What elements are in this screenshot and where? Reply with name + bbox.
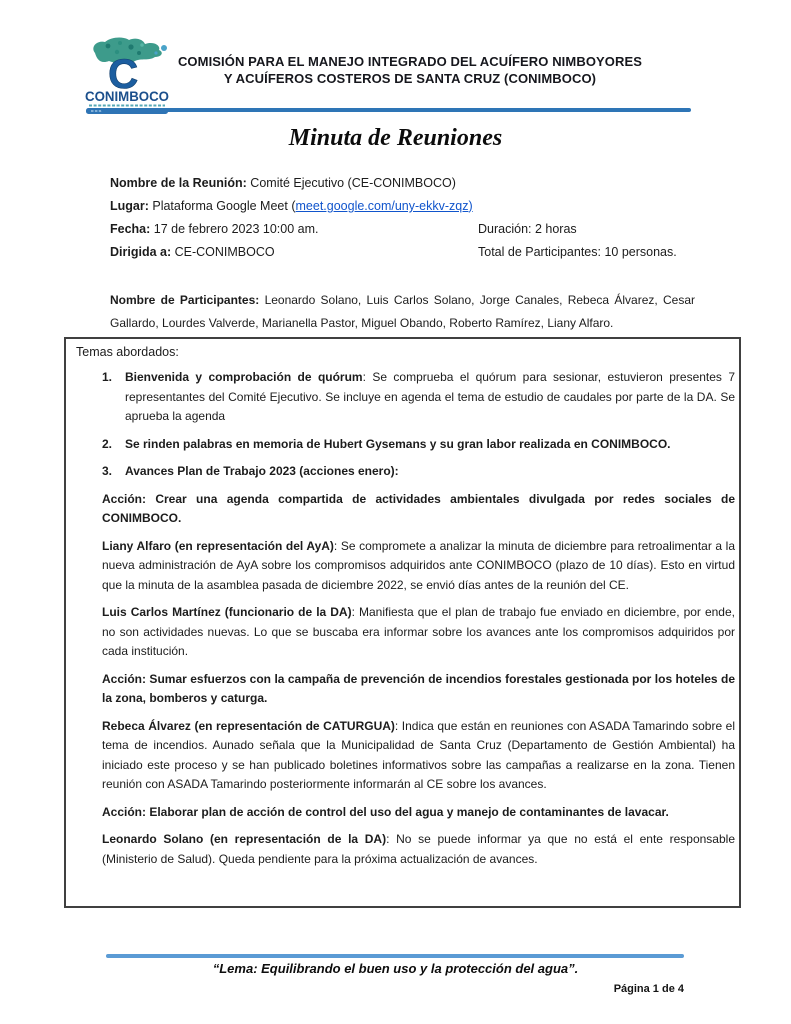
meeting-name-value: Comité Ejecutivo (CE-CONIMBOCO): [246, 176, 456, 190]
total-participants: Total de Participantes: 10 personas.: [478, 245, 677, 259]
topics-content: [102, 368, 735, 869]
topics-label: Temas abordados:: [76, 345, 179, 359]
date-value: 17 de febrero 2023 10:00 am.: [150, 222, 319, 236]
footer-divider: [106, 954, 684, 958]
topic-item-1: [102, 368, 735, 427]
action-agenda-text: Acción: Crear una agenda compartida de actividades ambientales divulgada por redes sociales de CONIMBOCO.: [102, 491, 735, 525]
liany-alfaro-text: : Se compromete a analizar la minuta de diciembre para retroalimentar a la nueva administración de AyA sobre los compromisos adquiridos ante CONIMBOCO (plazo de 10 días). Esto en virtud que la minuta de la asamblea pasada de diciembre 2022, se envió días antes de la reunión del CE.: [102, 538, 735, 592]
topic-item-2-lead: Se rinden palabras en memoria de Hubert Gysemans y su gran labor realizada en CONIMBOCO.: [125, 436, 671, 451]
place-label: Lugar:: [110, 199, 149, 213]
meeting-name-label: Nombre de la Reunión:: [110, 176, 247, 190]
addressed-label: Dirigida a:: [110, 245, 172, 259]
logo-wordmark: CONIMBOCO: [85, 89, 169, 104]
addressed-value: CE-CONIMBOCO: [171, 245, 275, 259]
duration-value: Duración: 2 horas: [478, 222, 577, 236]
topic-item-3-lead: Avances Plan de Trabajo 2023 (acciones enero):: [125, 464, 399, 478]
page-title: Minuta de Reuniones: [288, 125, 503, 151]
participants-list: Leonardo Solano, Luis Carlos Solano, Jorge Canales, Rebeca Álvarez, Cesar Gallardo, Lourdes Valverde, Marianella Pastor, Miguel Obando, Roberto Ramírez, Liany Alfaro.: [110, 293, 695, 330]
participants-label: Nombre de Participantes:: [110, 293, 260, 307]
meta-row-date: [110, 218, 710, 241]
leonardo-solano-text: : No se puede informar ya que no está el ente responsable (Ministerio de Salud). Queda pendiente para la próxima actualización de avances.: [102, 832, 735, 866]
date-label: Fecha:: [110, 222, 151, 236]
rebeca-alvarez-lead: Rebeca Álvarez (en representación de CATURGUA): [102, 718, 395, 733]
page-number: Página 1 de 4: [613, 983, 684, 995]
action-paragraph-agenda: [102, 490, 735, 529]
action-paragraph-lavacar: [102, 803, 735, 823]
place-value-prefix: Plataforma Google Meet (: [148, 199, 296, 213]
luis-carlos-lead: Luis Carlos Martínez (funcionario de la DA): [102, 605, 352, 619]
logo-monogram: C: [108, 50, 139, 97]
luis-carlos-text: : Manifiesta que el plan de trabajo fue enviado en diciembre, por ende, no son actividades nuevas. Lo que se buscaba era informar sobre los avances ante los compromisos adquiridos por cada institución.: [102, 605, 735, 658]
topic-item-3-number: 3.: [102, 464, 113, 478]
meeting-meta: [110, 172, 710, 264]
leonardo-solano-lead: Leonardo Solano (en representación de la DA): [102, 832, 387, 846]
action-lavacar-text: Acción: Elaborar plan de acción de control del uso del agua y manejo de contaminantes de lavacar.: [102, 804, 669, 819]
paragraph-leonardo-solano: [102, 830, 735, 869]
topic-item-1-lead: Bienvenida y comprobación de quórum: [125, 370, 363, 384]
organization-header: [150, 54, 670, 87]
header-divider: [101, 108, 691, 112]
meta-row-place: [110, 195, 710, 218]
topics-box: [64, 337, 741, 908]
topic-item-2: [102, 435, 735, 455]
topic-item-1-number: 1.: [102, 370, 113, 384]
place-value-suffix: ): [468, 199, 473, 213]
org-name-line2: Y ACUÍFEROS COSTEROS DE SANTA CRUZ (CONIMBOCO): [223, 70, 597, 86]
action-incendios-text: Acción: Sumar esfuerzos con la campaña de prevención de incendios forestales gestionada por los hoteles de la zona, bomberos y caturga.: [102, 671, 735, 705]
topic-item-3: [102, 462, 735, 482]
liany-alfaro-lead: Liany Alfaro (en representación del AyA): [102, 538, 334, 553]
meta-row-name: [110, 172, 710, 195]
meta-row-addressed: [110, 241, 710, 264]
topic-item-2-number: 2.: [102, 436, 113, 451]
meet-link[interactable]: meet.google.com/uny-ekkv-zqz: [295, 199, 469, 213]
topic-item-1-text: : Se comprueba el quórum para sesionar, estuvieron presentes 7 representantes del Comité Ejecutivo. Se incluye en agenda el tema de estudio de caudales por parte de la DA. Se aprueba la agenda: [125, 370, 735, 423]
paragraph-rebeca-alvarez: [102, 717, 735, 795]
rebeca-alvarez-text: : Indica que están en reuniones con ASADA Tamarindo sobre el tema de incendios. Aunado señala que la Municipalidad de Santa Cruz (Departamento de Gestión Ambiental) ha iniciado este proceso y se han publicado boletines informativos sobre las campañas a realizarse en la zona. Tienen reunión con ASADA Tamarindo posteriormente informarán al CE sobre los avances.: [102, 718, 735, 791]
action-paragraph-incendios: [102, 670, 735, 709]
paragraph-luis-carlos-martinez: [102, 603, 735, 662]
org-name-line1: COMISIÓN PARA EL MANEJO INTEGRADO DEL ACUÍFERO NIMBOYORES: [177, 54, 643, 69]
paragraph-liany-alfaro: [102, 537, 735, 596]
participants-paragraph: [110, 289, 695, 335]
footer-motto: “Lema: Equilibrando el buen uso y la protección del agua”.: [212, 961, 579, 976]
